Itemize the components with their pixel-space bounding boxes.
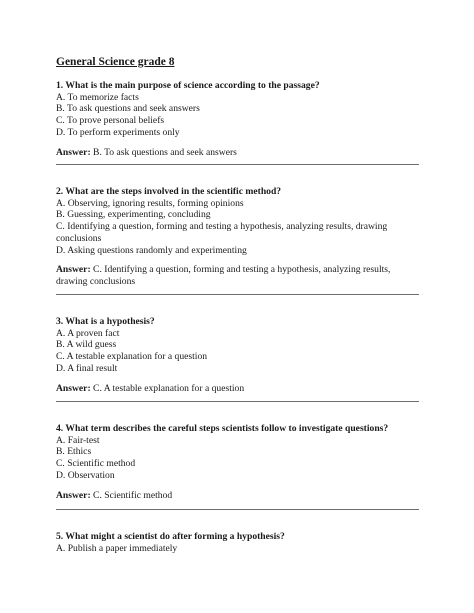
question-5	[56, 531, 419, 554]
question-4-option-d: D. Observation	[56, 469, 115, 481]
question-1-option-a: A. To memorize facts	[56, 91, 139, 103]
question-4-answer	[56, 490, 419, 502]
answer-label: Answer:	[56, 382, 91, 394]
question-3-option-d: D. A final result	[56, 362, 118, 374]
question-3-option-c: C. A testable explanation for a question	[56, 351, 208, 363]
question-4-prompt: 4. What term describes the careful steps scientists follow to investigate questions?	[56, 423, 389, 434]
question-2	[56, 186, 419, 288]
question-3-prompt: 3. What is a hypothesis?	[56, 316, 155, 327]
question-2-prompt: 2. What are the steps involved in the scientific method?	[56, 186, 282, 197]
question-3-option-a: A. A proven fact	[56, 327, 120, 339]
question-2-option-d: D. Asking questions randomly and experimenting	[56, 244, 247, 256]
question-1-prompt: 1. What is the main purpose of science according to the passage?	[56, 80, 320, 91]
question-2-answer-text: C. Identifying a question, forming and testing a hypothesis, analyzing results, drawing conclusions	[56, 264, 391, 287]
question-4	[56, 423, 419, 501]
question-1-option-c: C. To prove personal beliefs	[56, 115, 165, 127]
question-1-option-b: B. To ask questions and seek answers	[56, 103, 200, 115]
question-3-option-b: B. A wild guess	[56, 339, 117, 351]
separator-rule	[56, 164, 419, 165]
question-4-option-c: C. Scientific method	[56, 458, 136, 470]
document-title: General Science grade 8	[56, 56, 175, 68]
question-5-option-a: A. Publish a paper immediately	[56, 542, 178, 554]
question-3-answer	[56, 383, 419, 395]
separator-rule	[56, 401, 419, 402]
question-1	[56, 80, 419, 158]
question-4-option-a: A. Fair-test	[56, 434, 100, 446]
answer-label: Answer:	[56, 264, 91, 276]
separator-rule	[56, 294, 419, 295]
answer-label: Answer:	[56, 146, 91, 158]
question-1-option-d: D. To perform experiments only	[56, 126, 180, 138]
question-3	[56, 316, 419, 394]
question-4-answer-text: C. Scientific method	[93, 489, 173, 501]
question-2-option-b: B. Guessing, experimenting, concluding	[56, 209, 211, 221]
question-2-option-c: C. Identifying a question, forming and testing a hypothesis, analyzing results, drawing conclusions	[56, 221, 388, 244]
answer-label: Answer:	[56, 489, 91, 501]
separator-rule	[56, 509, 419, 510]
question-4-option-b: B. Ethics	[56, 446, 92, 458]
question-1-answer-text: B. To ask questions and seek answers	[93, 146, 237, 158]
question-2-option-a: A. Observing, ignoring results, forming opinions	[56, 197, 244, 209]
question-1-answer	[56, 147, 419, 159]
question-2-answer	[56, 264, 419, 287]
question-3-answer-text: C. A testable explanation for a question	[93, 382, 245, 394]
question-5-prompt: 5. What might a scientist do after forming a hypothesis?	[56, 531, 285, 542]
